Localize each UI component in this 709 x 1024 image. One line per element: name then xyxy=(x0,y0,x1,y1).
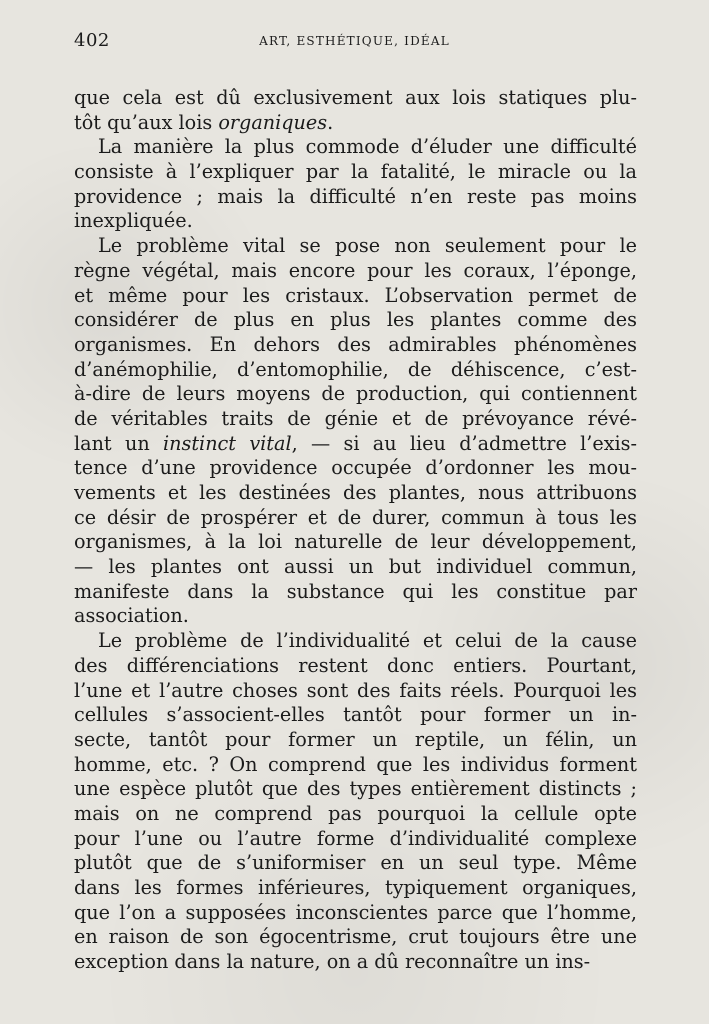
text-line: exception dans la nature, on a dû reconnaître un ins- xyxy=(74,950,591,974)
running-title: ART, ESTHÉTIQUE, IDÉAL xyxy=(259,34,450,48)
text-line: de véritables traits de génie et de prévoyance révé- xyxy=(74,406,637,430)
text-line: cellules s’associent-elles tantôt pour former un in- xyxy=(74,703,637,727)
text-line: pour l’une ou l’autre forme d’individualité complexe xyxy=(74,826,637,850)
text-run: . xyxy=(327,110,334,134)
italic-term: instinct vital xyxy=(163,431,292,455)
text-line: que cela est dû exclusivement aux lois statiques plu- xyxy=(74,86,637,109)
text-line: plutôt que de s’uniformiser en un seul type. Même xyxy=(74,851,637,875)
text-line: une espèce plutôt que des types entièrement distincts ; xyxy=(74,777,637,801)
text-run: , — si au lieu d’admettre l’exis- xyxy=(291,431,637,455)
text-line: que l’on a supposées inconscientes parce que l’homme, xyxy=(74,900,637,924)
text-run: tôt qu’aux lois xyxy=(74,110,219,134)
text-line xyxy=(74,432,637,457)
text-line: secte, tantôt pour former un reptile, un félin, un xyxy=(74,727,637,751)
body-text xyxy=(74,86,637,975)
text-line: Le problème de l’individualité et celui de la cause xyxy=(98,629,637,653)
running-head xyxy=(74,30,635,58)
text-line: tence d’une providence occupée d’ordonner les mou- xyxy=(74,456,637,480)
text-line: association. xyxy=(74,604,189,628)
text-run: lant un xyxy=(74,431,163,455)
text-line: considérer de plus en plus les plantes comme des xyxy=(74,308,637,332)
text-line: organismes. En dehors des admirables phénomènes xyxy=(74,332,637,356)
text-line: en raison de son égocentrisme, crut toujours être une xyxy=(74,925,637,949)
text-line: providence ; mais la difficulté n’en reste pas moins xyxy=(74,184,637,208)
text-line: manifeste dans la substance qui les constitue par xyxy=(74,579,637,603)
text-line: dans les formes inférieures, typiquement organiques, xyxy=(74,876,637,899)
text-line: règne végétal, mais encore pour les coraux, l’éponge, xyxy=(74,258,637,282)
text-line: et même pour les cristaux. L’observation permet de xyxy=(74,283,637,307)
text-line: l’une et l’autre choses sont des faits réels. Pourquoi les xyxy=(74,678,637,702)
text-line: d’anémophilie, d’entomophilie, de déhiscence, c’est- xyxy=(74,357,637,381)
text-line: mais on ne comprend pas pourquoi la cellule opte xyxy=(74,801,637,825)
text-line: Le problème vital se pose non seulement pour le xyxy=(98,234,637,258)
text-line: à-dire de leurs moyens de production, qui contiennent xyxy=(74,382,637,406)
text-line: organismes, à la loi naturelle de leur développement, xyxy=(74,530,637,554)
text-line: inexpliquée. xyxy=(74,209,193,233)
text-line: consiste à l’expliquer par la fatalité, le miracle ou la xyxy=(74,160,637,184)
page-number: 402 xyxy=(74,30,110,51)
italic-term: organiques xyxy=(218,110,328,134)
text-line: La manière la plus commode d’éluder une difficulté xyxy=(98,135,637,159)
text-line: ce désir de prospérer et de durer, commun à tous les xyxy=(74,505,637,529)
text-line xyxy=(74,111,637,136)
text-line: — les plantes ont aussi un but individuel commun, xyxy=(74,555,637,579)
text-line: homme, etc. ? On comprend que les individus forment xyxy=(74,752,637,776)
text-line: des différenciations restent donc entiers. Pourtant, xyxy=(74,653,637,677)
text-line: vements et les destinées des plantes, nous attribuons xyxy=(74,481,637,504)
